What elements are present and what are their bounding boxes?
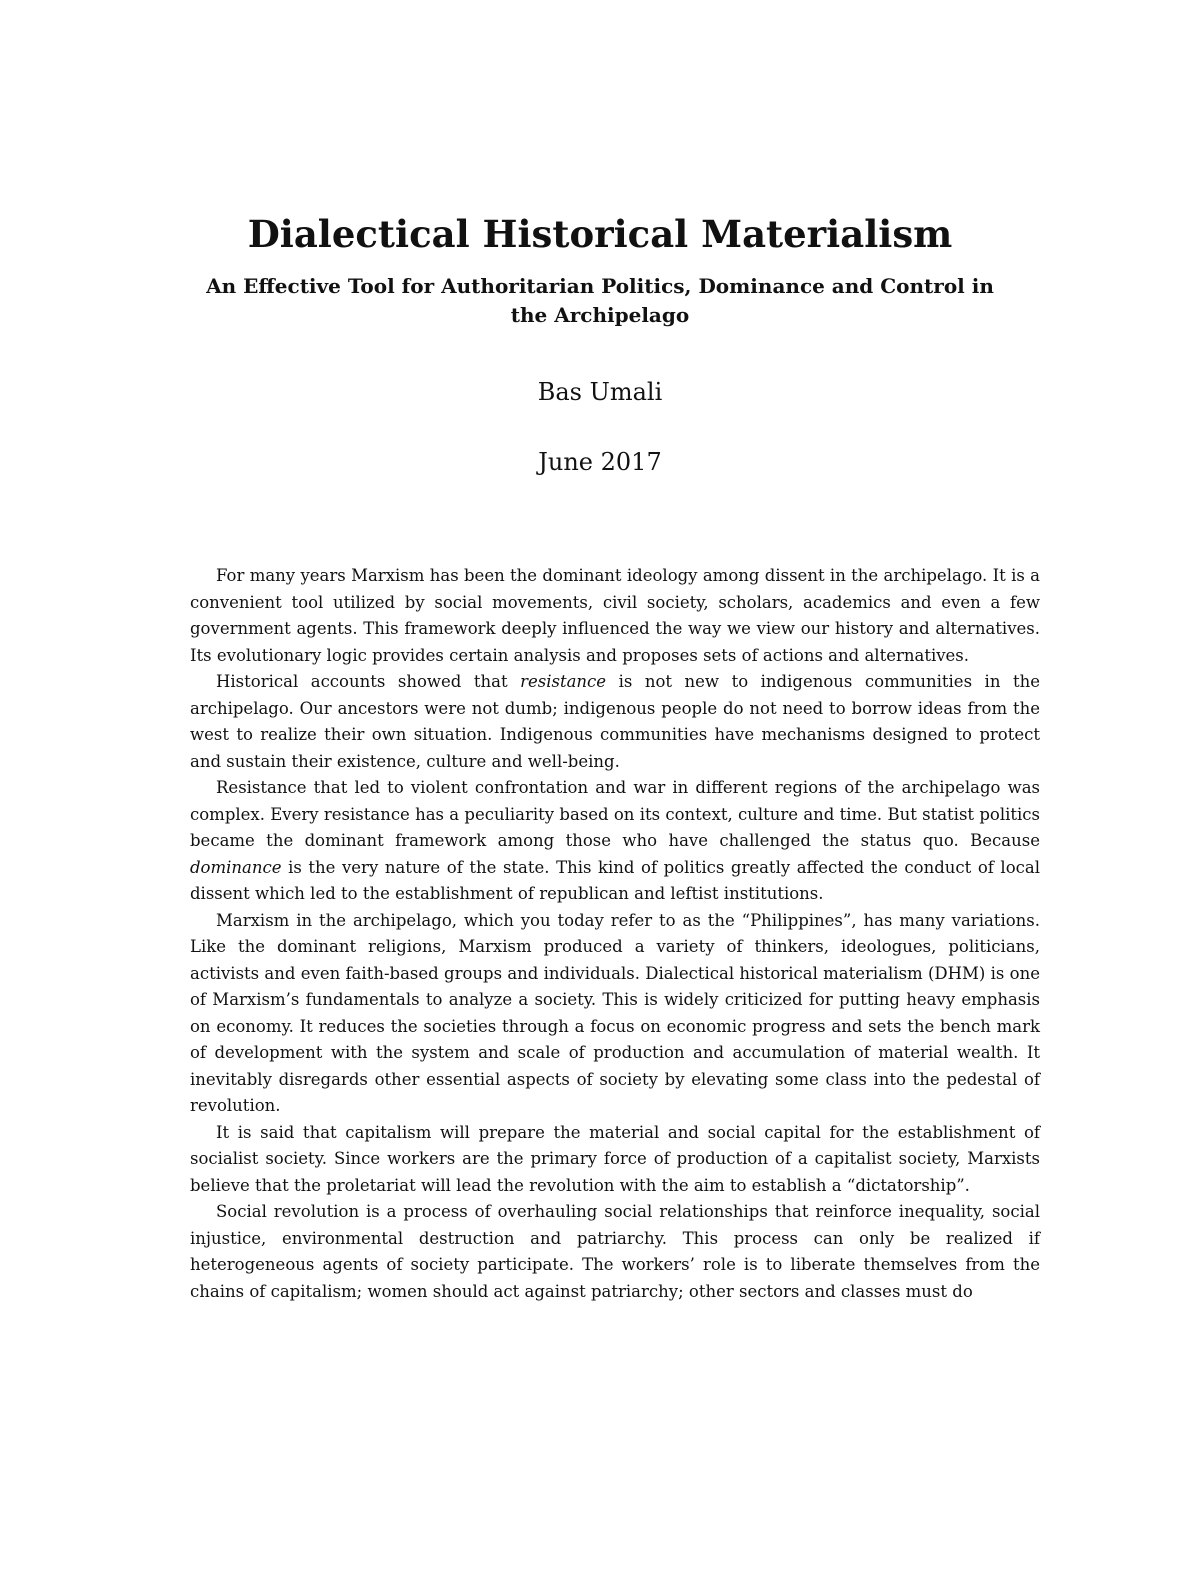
document-subtitle: An Effective Tool for Authoritarian Politics, Dominance and Control in the Archipelago (206, 274, 994, 327)
paragraph-3 (190, 775, 1040, 908)
paragraph-2-text-after: is not new to indigenous communities in the archipelago. Our ancestors were not dumb; indigenous people do not need to borrow ideas from the west to realize their own situation. Indigenous communities have mechanisms designed to protect and sustain their existence, culture and well-being. (190, 672, 1040, 771)
paragraph-3-emphasis: dominance (190, 857, 282, 877)
paragraph-6: Social revolution is a process of overhauling social relationships that reinforce inequality, social injustice, environmental destruction and patriarchy. This process can only be realized if heterogeneous agents of society participate. The workers’ role is to liberate themselves from the chains of capitalism; women should act against patriarchy; other sectors and classes must do (190, 1202, 1040, 1301)
paragraph-3-text-after: is the very nature of the state. This kind of politics greatly affected the conduct of local dissent which led to the establishment of republican and leftist institutions. (190, 857, 1040, 903)
document-title: Dialectical Historical Materialism (247, 212, 953, 256)
paragraph-2-text-before: Historical accounts showed that (216, 672, 521, 691)
paragraph-2 (190, 669, 1040, 775)
paragraph-5: It is said that capitalism will prepare the material and social capital for the establishment of socialist society. Since workers are the primary force of production of a capitalist society, Marxists believe that the proletariat will lead the revolution with the aim to establish a “dictatorship”. (190, 1122, 1040, 1195)
paragraph-2-emphasis: resistance (520, 672, 607, 691)
document-body (190, 563, 1040, 1305)
document-author: Bas Umali (537, 378, 663, 406)
document-date: June 2017 (538, 448, 662, 476)
paragraph-4: Marxism in the archipelago, which you today refer to as the “Philippines”, has many variations. Like the dominant religions, Marxism produced a variety of thinkers, ideologues, politicians, activists and even faith-based groups and individuals. Dialectical historical materialism (DHM) is one of Marxism’s fundamentals to analyze a society. This is widely criticized for putting heavy emphasis on economy. It reduces the societies through a focus on economic progress and sets the bench mark of development with the system and scale of production and accumulation of material wealth. It inevitably disregards other essential aspects of society by elevating some class into the pedestal of revolution. (190, 910, 1040, 1115)
paragraph-3-text-before: Resistance that led to violent confrontation and war in different regions of the archipelago was complex. Every resistance has a peculiarity based on its context, culture and time. But statist politics became the dominant framework among those who have challenged the status quo. Because (190, 778, 1040, 850)
paragraph-1: For many years Marxism has been the dominant ideology among dissent in the archipelago. It is a convenient tool utilized by social movements, civil society, scholars, academics and even a few government agents. This framework deeply influenced the way we view our history and alternatives. Its evolutionary logic provides certain analysis and proposes sets of actions and alternatives. (190, 566, 1040, 665)
